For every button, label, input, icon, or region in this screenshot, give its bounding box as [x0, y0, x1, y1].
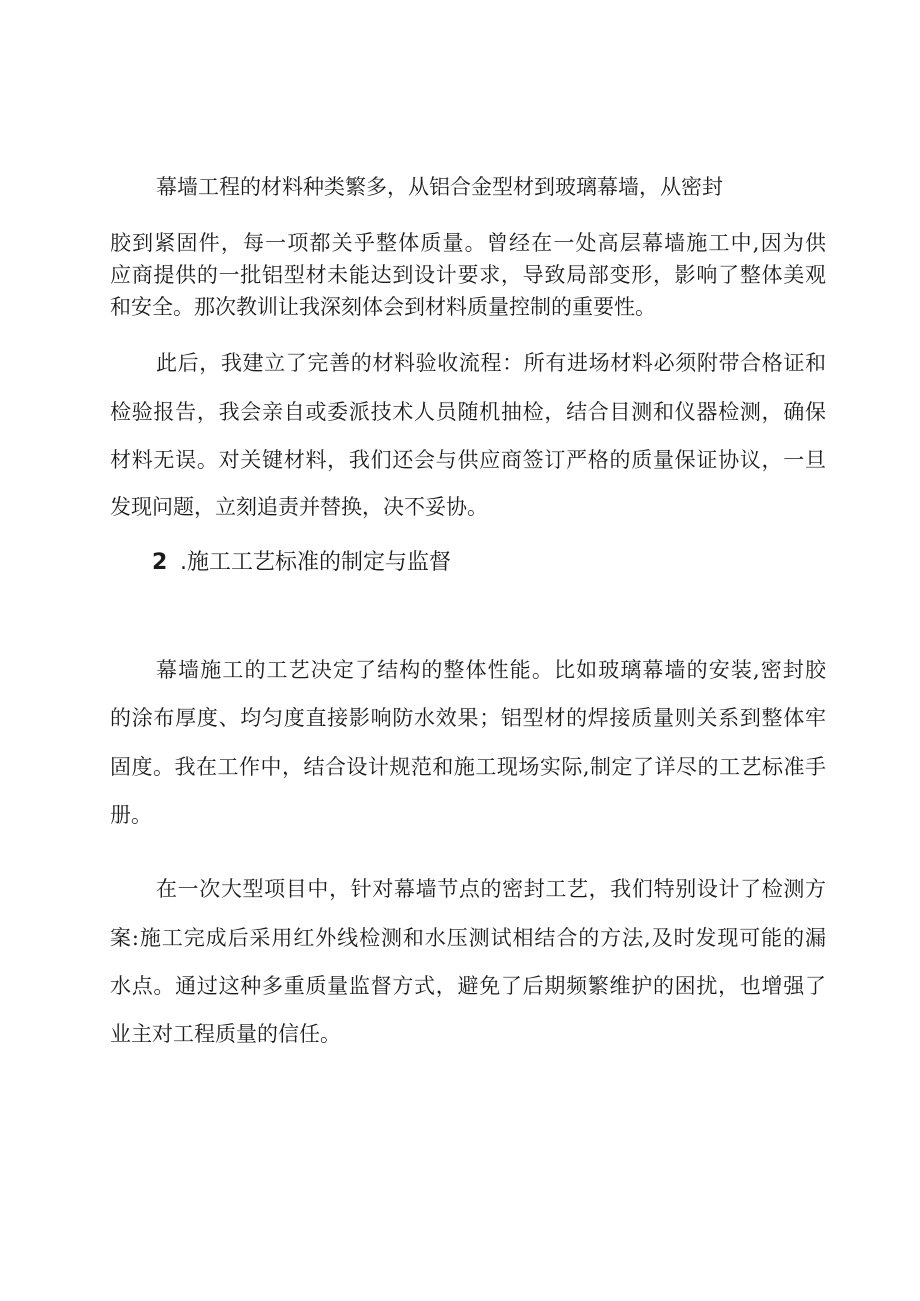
- paragraph-2-line-1: 此后，我建立了完善的材料验收流程：所有进场材料必须附带合格证和: [156, 351, 826, 375]
- paragraph-3-line-2: 的涂布厚度、均匀度直接影响防水效果；铝型材的焊接质量则关系到整体牢: [110, 706, 826, 730]
- paragraph-1-line-2: 胶到紧固件，每一项都关乎整体质量。曾经在一处高层幕墙施工中,因为供: [110, 231, 826, 255]
- paragraph-2-line-2: 检验报告，我会亲自或委派技术人员随机抽检，结合目测和仪器检测，确保: [110, 400, 826, 424]
- paragraph-1-line-4: 和安全。那次教训让我深刻体会到材料质量控制的重要性。: [110, 295, 656, 319]
- section-heading: [152, 548, 451, 578]
- paragraph-4-line-3: 水点。通过这种多重质量监督方式，避免了后期频繁维护的困扰，也增强了: [110, 974, 826, 998]
- paragraph-3-line-4: 册。: [110, 803, 152, 827]
- paragraph-1-line-1: 幕墙工程的材料种类繁多，从铝合金型材到玻璃幕墙，从密封: [156, 175, 723, 199]
- paragraph-4-line-1: 在一次大型项目中，针对幕墙节点的密封工艺，我们特别设计了检测方: [156, 877, 826, 901]
- paragraph-2-line-3: 材料无误。对关键材料，我们还会与供应商签订严格的质量保证协议，一旦: [110, 448, 826, 472]
- section-number: 2: [152, 550, 168, 575]
- section-title: .施工工艺标准的制定与监督: [180, 550, 451, 575]
- paragraph-2-line-4: 发现问题，立刻追责并替换，决不妥协。: [110, 495, 488, 519]
- paragraph-4-line-4: 业主对工程质量的信任。: [110, 1022, 341, 1046]
- paragraph-3-line-1: 幕墙施工的工艺决定了结构的整体性能。比如玻璃幕墙的安装,密封胶: [156, 658, 826, 682]
- paragraph-3-line-3: 固度。我在工作中，结合设计规范和施工现场实际,制定了详尽的工艺标准手: [110, 755, 826, 779]
- paragraph-1-line-3: 应商提供的一批铝型材未能达到设计要求，导致局部变形，影响了整体美观: [110, 263, 826, 287]
- paragraph-4-line-2: 案:施工完成后采用红外线检测和水压测试相结合的方法,及时发现可能的漏: [110, 926, 826, 950]
